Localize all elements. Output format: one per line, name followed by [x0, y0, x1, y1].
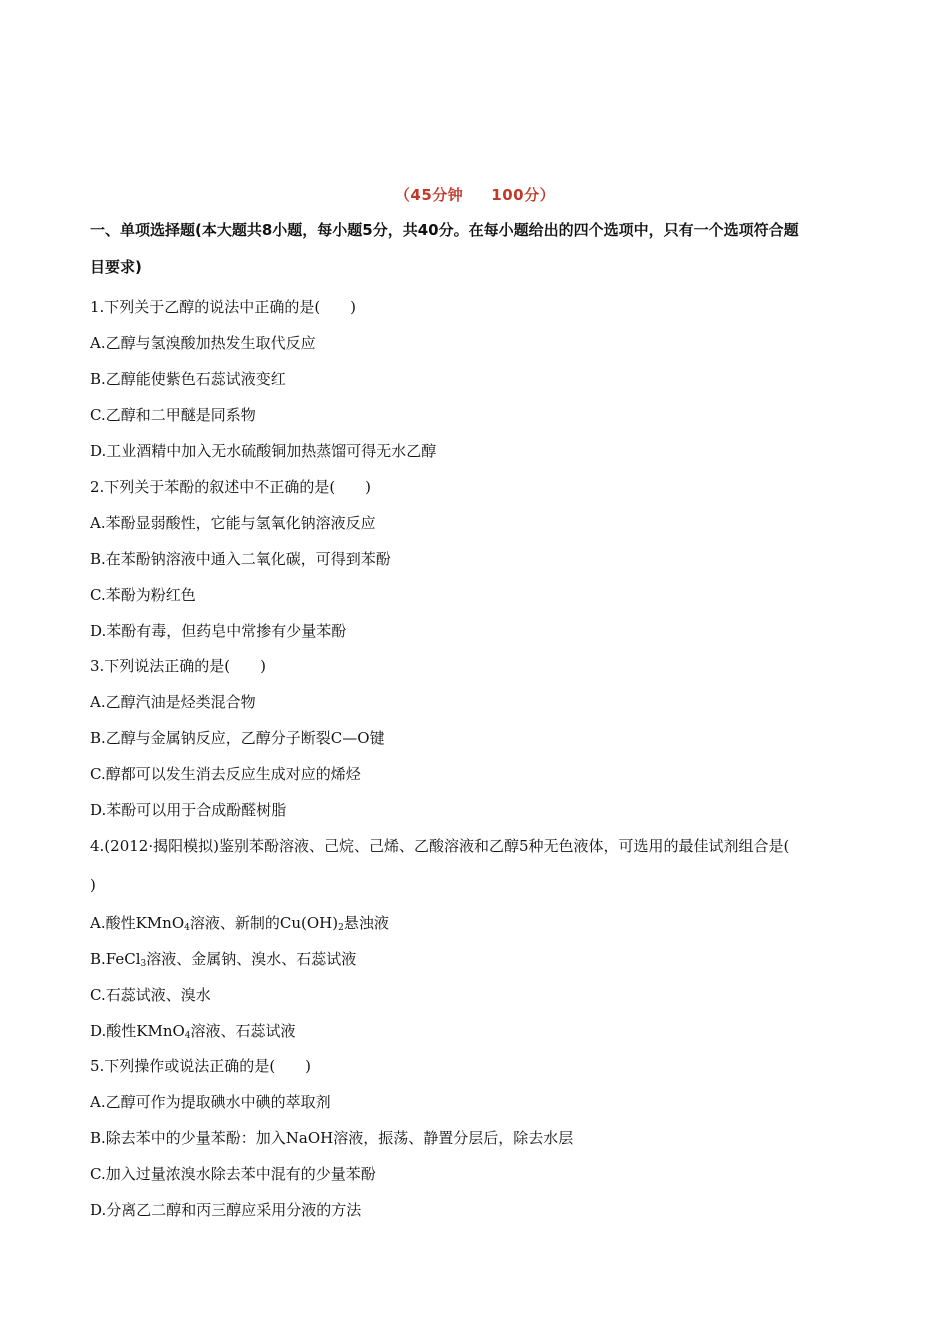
exam-score: 100分） [491, 186, 556, 204]
question-4-option-c: C.石蕊试液、溴水 [90, 986, 211, 1004]
option-a-text-1: A.酸性KMnO [90, 914, 185, 932]
question-2-option-a: A.苯酚显弱酸性，它能与氢氧化钠溶液反应 [90, 514, 376, 532]
option-a-text-3: 悬浊液 [343, 914, 389, 932]
question-1-option-b: B.乙醇能使紫色石蕊试液变红 [90, 370, 286, 388]
section-title-line1: 一、单项选择题(本大题共8小题，每小题5分，共40分。在每小题给出的四个选项中，只有一个选项符合题 [90, 221, 799, 239]
option-b-text-2: 溶液、金属钠、溴水、石蕊试液 [146, 950, 357, 968]
question-2-option-d: D.苯酚有毒，但药皂中常掺有少量苯酚 [90, 622, 347, 640]
question-2-option-c: C.苯酚为粉红色 [90, 586, 196, 604]
option-b-subscript: 3 [140, 959, 147, 969]
question-2-option-b: B.在苯酚钠溶液中通入二氧化碳，可得到苯酚 [90, 550, 391, 568]
question-3-option-a: A.乙醇汽油是烃类混合物 [90, 693, 256, 711]
option-a-subscript-1: 4 [184, 923, 190, 933]
question-4-stem-line2: ) [90, 876, 96, 894]
question-1-option-d: D.工业酒精中加入无水硫酸铜加热蒸馏可得无水乙醇 [90, 442, 437, 460]
question-1-stem: 1.下列关于乙醇的说法中正确的是( ) [90, 298, 357, 316]
question-5-option-c: C.加入过量浓溴水除去苯中混有的少量苯酚 [90, 1165, 376, 1183]
option-d-subscript: 4 [184, 1031, 191, 1041]
question-4-stem-line1: 4.(2012·揭阳模拟)鉴别苯酚溶液、己烷、己烯、乙酸溶液和乙醇5种无色液体，可选用的最佳试剂组合是( [90, 837, 790, 855]
exam-time: （45分钟 [394, 186, 464, 204]
option-a-text-2: 溶液、新制的Cu(OH) [189, 914, 339, 932]
question-4-option-b [90, 949, 880, 969]
question-5-option-b: B.除去苯中的少量苯酚：加入NaOH溶液，振荡、静置分层后，除去水层 [90, 1129, 574, 1147]
question-2-stem: 2.下列关于苯酚的叙述中不正确的是( ) [90, 478, 372, 496]
question-1-option-c: C.乙醇和二甲醚是同系物 [90, 406, 256, 424]
option-b-text-1: B.FeCl [90, 950, 141, 968]
question-5-option-d: D.分离乙二醇和丙三醇应采用分液的方法 [90, 1201, 362, 1219]
question-3-option-c: C.醇都可以发生消去反应生成对应的烯烃 [90, 765, 361, 783]
section-title-line2: 目要求) [90, 258, 142, 276]
option-d-text-1: D.酸性KMnO [90, 1022, 185, 1040]
question-4-option-a [90, 913, 880, 933]
option-d-text-2: 溶液、石蕊试液 [190, 1022, 296, 1040]
question-3-option-b: B.乙醇与金属钠反应，乙醇分子断裂C—O键 [90, 729, 385, 747]
question-1-option-a: A.乙醇与氢溴酸加热发生取代反应 [90, 334, 316, 352]
option-a-subscript-2: 2 [338, 923, 344, 933]
question-4-option-d [90, 1021, 880, 1041]
exam-time-score [0, 184, 950, 205]
question-3-stem: 3.下列说法正确的是( ) [90, 657, 267, 675]
question-5-option-a: A.乙醇可作为提取碘水中碘的萃取剂 [90, 1093, 331, 1111]
question-3-option-d: D.苯酚可以用于合成酚醛树脂 [90, 801, 287, 819]
question-5-stem: 5.下列操作或说法正确的是( ) [90, 1057, 312, 1075]
